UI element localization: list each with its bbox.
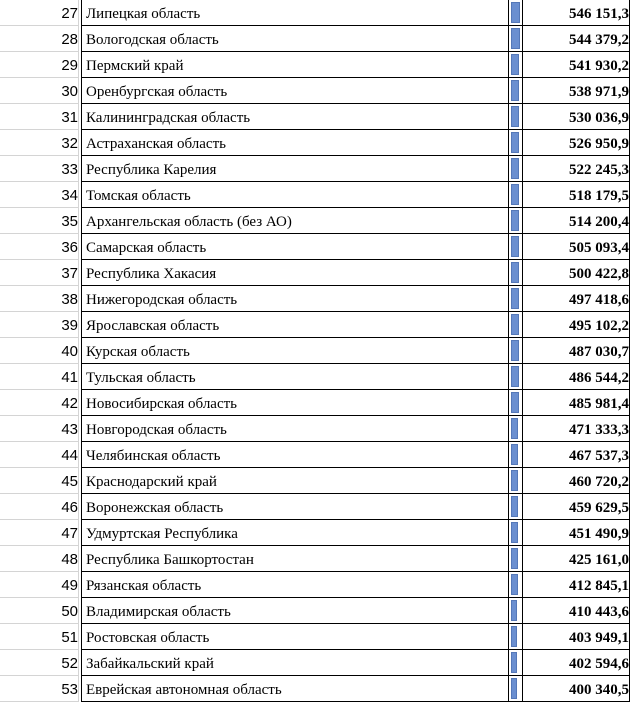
data-bar-cell[interactable] <box>508 312 522 338</box>
data-bar-cell[interactable] <box>508 234 522 260</box>
value-cell[interactable]: 518 179,5 <box>522 182 629 208</box>
data-bar-cell[interactable] <box>508 442 522 468</box>
data-bar <box>511 28 520 49</box>
row-number-cell[interactable]: 49 <box>0 572 78 598</box>
data-bar <box>511 574 518 595</box>
data-bar <box>511 418 518 439</box>
data-bar-cell[interactable] <box>508 364 522 390</box>
row-number-cell[interactable]: 34 <box>0 182 78 208</box>
data-bar <box>511 340 519 361</box>
value-cell[interactable]: 459 629,5 <box>522 494 629 520</box>
data-bar-cell[interactable] <box>508 208 522 234</box>
value-cell[interactable]: 486 544,2 <box>522 364 629 390</box>
row-number-cell[interactable]: 28 <box>0 26 78 52</box>
row-number-cell[interactable]: 40 <box>0 338 78 364</box>
row-number-cell[interactable]: 33 <box>0 156 78 182</box>
value-cell[interactable]: 460 720,2 <box>522 468 629 494</box>
data-bar-cell[interactable] <box>508 520 522 546</box>
data-bar <box>511 184 519 205</box>
region-name-cell[interactable]: Вологодская область <box>82 26 508 52</box>
column-divider <box>508 0 509 702</box>
data-bar-cell[interactable] <box>508 182 522 208</box>
region-name-cell[interactable]: Рязанская область <box>82 572 508 598</box>
data-bar-cell[interactable] <box>508 26 522 52</box>
region-name-cell[interactable]: Самарская область <box>82 234 508 260</box>
region-name-cell[interactable]: Новосибирская область <box>82 390 508 416</box>
row-number-cell[interactable]: 31 <box>0 104 78 130</box>
table-row[interactable] <box>0 442 635 468</box>
value-cell[interactable]: 495 102,2 <box>522 312 629 338</box>
table-row[interactable] <box>0 0 635 26</box>
table-row[interactable] <box>0 26 635 52</box>
row-number-cell[interactable]: 38 <box>0 286 78 312</box>
value-cell[interactable]: 538 971,9 <box>522 78 629 104</box>
region-name-cell[interactable]: Нижегородская область <box>82 286 508 312</box>
table-row[interactable] <box>0 546 635 572</box>
region-name-cell[interactable]: Астраханская область <box>82 130 508 156</box>
row-number-cell[interactable]: 51 <box>0 624 78 650</box>
data-bar-cell[interactable] <box>508 130 522 156</box>
region-name-cell[interactable]: Липецкая область <box>82 0 508 26</box>
region-name-cell[interactable]: Краснодарский край <box>82 468 508 494</box>
data-bar-cell[interactable] <box>508 546 522 572</box>
value-cell[interactable]: 526 950,9 <box>522 130 629 156</box>
table-row[interactable] <box>0 494 635 520</box>
value-cell[interactable]: 487 030,7 <box>522 338 629 364</box>
data-bar <box>511 80 519 101</box>
data-bar-cell[interactable] <box>508 286 522 312</box>
table-row[interactable] <box>0 624 635 650</box>
data-bar <box>511 210 519 231</box>
table-row[interactable] <box>0 234 635 260</box>
value-cell[interactable]: 471 333,3 <box>522 416 629 442</box>
table-row[interactable] <box>0 78 635 104</box>
row-number-cell[interactable]: 48 <box>0 546 78 572</box>
data-bar <box>511 314 519 335</box>
value-cell[interactable]: 541 930,2 <box>522 52 629 78</box>
value-cell[interactable]: 505 093,4 <box>522 234 629 260</box>
row-number-cell[interactable]: 41 <box>0 364 78 390</box>
data-bar <box>511 496 518 517</box>
value-cell[interactable]: 522 245,3 <box>522 156 629 182</box>
region-name-cell[interactable]: Архангельская область (без АО) <box>82 208 508 234</box>
value-cell[interactable]: 425 161,0 <box>522 546 629 572</box>
row-number-cell[interactable]: 37 <box>0 260 78 286</box>
value-cell[interactable]: 514 200,4 <box>522 208 629 234</box>
region-name-cell[interactable]: Республика Хакасия <box>82 260 508 286</box>
value-cell[interactable]: 410 443,6 <box>522 598 629 624</box>
value-cell[interactable]: 412 845,1 <box>522 572 629 598</box>
region-name-cell[interactable]: Новгородская область <box>82 416 508 442</box>
data-bar <box>511 470 518 491</box>
column-divider <box>629 0 630 702</box>
table-row[interactable] <box>0 312 635 338</box>
region-name-cell[interactable]: Владимирская область <box>82 598 508 624</box>
data-bar <box>511 444 518 465</box>
value-cell[interactable]: 530 036,9 <box>522 104 629 130</box>
value-cell[interactable]: 500 422,8 <box>522 260 629 286</box>
data-bar-cell[interactable] <box>508 598 522 624</box>
region-name-cell[interactable]: Томская область <box>82 182 508 208</box>
data-bar-cell[interactable] <box>508 260 522 286</box>
table-row[interactable] <box>0 364 635 390</box>
value-cell[interactable]: 402 594,6 <box>522 650 629 676</box>
row-number-cell[interactable]: 36 <box>0 234 78 260</box>
region-name-cell[interactable]: Тульская область <box>82 364 508 390</box>
region-name-cell[interactable]: Оренбургская область <box>82 78 508 104</box>
table-row[interactable] <box>0 650 635 676</box>
table-row[interactable] <box>0 468 635 494</box>
region-name-cell[interactable]: Пермский край <box>82 52 508 78</box>
table-row[interactable] <box>0 260 635 286</box>
region-name-cell[interactable]: Республика Карелия <box>82 156 508 182</box>
row-number-cell[interactable]: 27 <box>0 0 78 26</box>
region-name-cell[interactable]: Еврейская автономная область <box>82 676 508 702</box>
data-bar <box>511 522 518 543</box>
data-bar-cell[interactable] <box>508 494 522 520</box>
data-bar <box>511 600 517 621</box>
table-row[interactable] <box>0 676 635 702</box>
region-name-cell[interactable]: Калининградская область <box>82 104 508 130</box>
region-name-cell[interactable]: Ростовская область <box>82 624 508 650</box>
value-cell[interactable]: 485 981,4 <box>522 390 629 416</box>
row-number-cell[interactable]: 29 <box>0 52 78 78</box>
table-row[interactable] <box>0 286 635 312</box>
data-bar <box>511 236 519 257</box>
data-bar-cell[interactable] <box>508 624 522 650</box>
data-bar-cell[interactable] <box>508 78 522 104</box>
data-bar <box>511 132 519 153</box>
value-cell[interactable]: 467 537,3 <box>522 442 629 468</box>
region-name-cell[interactable]: Челябинская область <box>82 442 508 468</box>
value-cell[interactable]: 497 418,6 <box>522 286 629 312</box>
row-number-cell[interactable]: 39 <box>0 312 78 338</box>
data-bar-cell[interactable] <box>508 416 522 442</box>
data-bar <box>511 54 519 75</box>
data-bar-cell[interactable] <box>508 650 522 676</box>
data-bar-cell[interactable] <box>508 390 522 416</box>
table-row[interactable] <box>0 338 635 364</box>
value-cell[interactable]: 403 949,1 <box>522 624 629 650</box>
table-row[interactable] <box>0 390 635 416</box>
data-bar-cell[interactable] <box>508 52 522 78</box>
table-row[interactable] <box>0 416 635 442</box>
region-name-cell[interactable]: Забайкальский край <box>82 650 508 676</box>
data-bar <box>511 366 519 387</box>
row-number-cell[interactable]: 46 <box>0 494 78 520</box>
data-bar <box>511 288 519 309</box>
row-number-cell[interactable]: 47 <box>0 520 78 546</box>
row-number-cell[interactable]: 30 <box>0 78 78 104</box>
data-bar <box>511 392 519 413</box>
region-name-cell[interactable]: Удмуртская Республика <box>82 520 508 546</box>
data-bar-cell[interactable] <box>508 338 522 364</box>
table-row[interactable] <box>0 104 635 130</box>
table-row[interactable] <box>0 156 635 182</box>
data-bar <box>511 106 519 127</box>
region-name-cell[interactable]: Воронежская область <box>82 494 508 520</box>
row-number-cell[interactable]: 52 <box>0 650 78 676</box>
data-bar-cell[interactable] <box>508 156 522 182</box>
row-number-cell[interactable]: 53 <box>0 676 78 702</box>
data-bar <box>511 548 518 569</box>
row-number-cell[interactable]: 50 <box>0 598 78 624</box>
region-name-cell[interactable]: Ярославская область <box>82 312 508 338</box>
table-row[interactable] <box>0 52 635 78</box>
region-name-cell[interactable]: Республика Башкортостан <box>82 546 508 572</box>
region-name-cell[interactable]: Курская область <box>82 338 508 364</box>
data-bar <box>511 626 517 647</box>
column-divider <box>81 0 82 702</box>
table-row[interactable] <box>0 208 635 234</box>
value-cell[interactable]: 544 379,2 <box>522 26 629 52</box>
data-bar <box>511 2 520 23</box>
table-row[interactable] <box>0 182 635 208</box>
data-bar-cell[interactable] <box>508 468 522 494</box>
data-bar <box>511 678 517 699</box>
row-number-cell[interactable]: 44 <box>0 442 78 468</box>
data-bar <box>511 158 519 179</box>
value-cell[interactable]: 546 151,3 <box>522 0 629 26</box>
table-row[interactable] <box>0 520 635 546</box>
row-number-cell[interactable]: 32 <box>0 130 78 156</box>
data-bar <box>511 262 519 283</box>
column-divider <box>522 0 523 702</box>
table-row[interactable] <box>0 598 635 624</box>
value-cell[interactable]: 451 490,9 <box>522 520 629 546</box>
value-cell[interactable]: 400 340,5 <box>522 676 629 702</box>
data-bar-cell[interactable] <box>508 104 522 130</box>
data-bar-cell[interactable] <box>508 0 522 26</box>
data-bar <box>511 652 517 673</box>
data-bar-cell[interactable] <box>508 676 522 702</box>
column-divider <box>78 0 79 702</box>
row-number-cell[interactable]: 35 <box>0 208 78 234</box>
data-bar-cell[interactable] <box>508 572 522 598</box>
row-number-cell[interactable]: 43 <box>0 416 78 442</box>
row-number-cell[interactable]: 42 <box>0 390 78 416</box>
table-row[interactable] <box>0 130 635 156</box>
row-number-cell[interactable]: 45 <box>0 468 78 494</box>
table-row[interactable] <box>0 572 635 598</box>
